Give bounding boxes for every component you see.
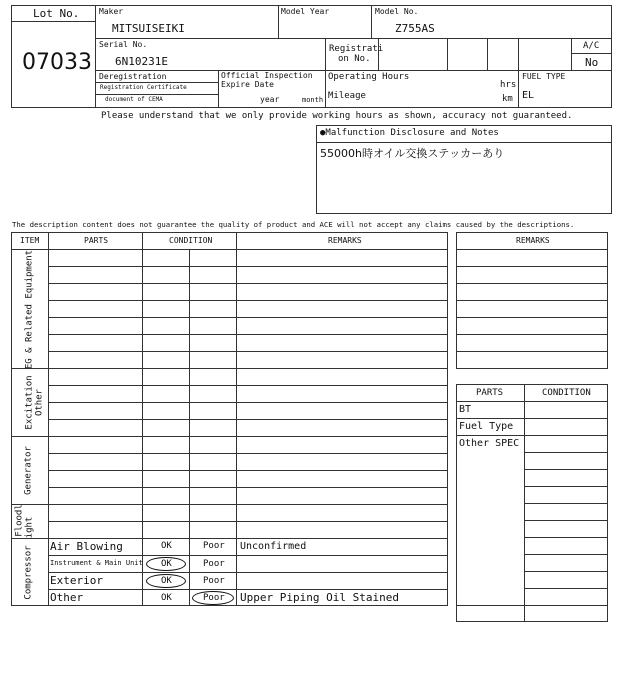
section-excitation-2: Other: [34, 388, 45, 417]
model-year-label: Model Year: [281, 7, 330, 16]
part-other: Other: [50, 591, 84, 604]
km-label: km: [502, 94, 513, 104]
registration-certificate-label: Registration Certificate: [100, 84, 187, 91]
ok-air-blowing: OK: [161, 541, 172, 551]
month-label: month: [302, 96, 324, 104]
model-no-label: Model No.: [375, 7, 419, 16]
right-remarks-header: REMARKS: [516, 236, 550, 245]
spec-other: Other SPEC: [459, 438, 520, 449]
serial-label: Serial No.: [99, 40, 148, 49]
cema-label: document of CEMA: [105, 96, 163, 103]
inspection-label-2: Expire Date: [221, 80, 274, 89]
maker-value: MITSUISEIKI: [112, 22, 185, 35]
fuel-type-label: FUEL TYPE: [522, 72, 566, 81]
header-item: ITEM: [20, 236, 40, 245]
model-no-value: Z755AS: [395, 22, 435, 35]
right-condition-header: CONDITION: [542, 388, 591, 398]
section-eg: EG & Related Equipment: [24, 249, 35, 370]
spec-bt: BT: [459, 404, 472, 415]
operating-hours-label: Operating Hours: [328, 72, 410, 82]
year-label: year: [260, 95, 280, 104]
ok-exterior: OK: [161, 576, 172, 586]
part-air-blowing: Air Blowing: [50, 540, 123, 553]
inspection-label: Official Inspection: [221, 71, 313, 80]
lot-number: 07033: [22, 50, 92, 75]
ok-instrument: OK: [161, 559, 172, 569]
part-instrument: Instrument & Main Unit: [50, 559, 143, 567]
hours-notice: Please understand that we only provide working hours as shown, accuracy not guaranteed.: [101, 111, 573, 121]
ok-other: OK: [161, 593, 172, 603]
ac-value: No: [585, 56, 599, 69]
fuel-type-value: EL: [522, 90, 535, 101]
section-compressor: Compressor: [23, 545, 34, 600]
header-parts: PARTS: [84, 236, 109, 245]
deregistration-label: Deregistration: [99, 72, 167, 81]
section-floodlight: Floodl: [14, 504, 25, 537]
right-parts-header: PARTS: [476, 388, 504, 398]
serial-value: 6N10231E: [115, 55, 168, 68]
header-remarks: REMARKS: [328, 236, 362, 245]
ac-label: A/C: [583, 41, 600, 51]
section-excitation: Excitation: [24, 375, 35, 430]
registration-label: Registrati: [329, 44, 384, 54]
poor-air-blowing: Poor: [203, 541, 225, 551]
remark-other: Upper Piping Oil Stained: [240, 591, 399, 604]
poor-instrument: Poor: [203, 559, 225, 569]
lot-label: Lot No.: [33, 7, 80, 20]
disclaimer: The description content does not guarantee the quality of product and ACE will not accept any claims caused by the descriptions.: [12, 220, 575, 229]
malfunction-text: 55000h時オイル交換ステッカーあり: [320, 147, 505, 160]
hrs-label: hrs: [500, 80, 517, 90]
header-condition: CONDITION: [169, 236, 213, 245]
malfunction-box: [316, 125, 612, 214]
remark-air-blowing: Unconfirmed: [240, 541, 307, 552]
registration-label-2: on No.: [338, 54, 371, 64]
section-floodlight-2: ight: [24, 516, 35, 539]
part-exterior: Exterior: [50, 574, 103, 587]
mileage-label: Mileage: [328, 91, 366, 101]
malfunction-title: ●Malfunction Disclosure and Notes: [320, 128, 499, 138]
maker-label: Maker: [99, 7, 124, 16]
spec-fuel-type: Fuel Type: [459, 421, 514, 432]
section-generator: Generator: [23, 446, 34, 495]
poor-other: Poor: [203, 593, 225, 603]
poor-exterior: Poor: [203, 576, 225, 586]
